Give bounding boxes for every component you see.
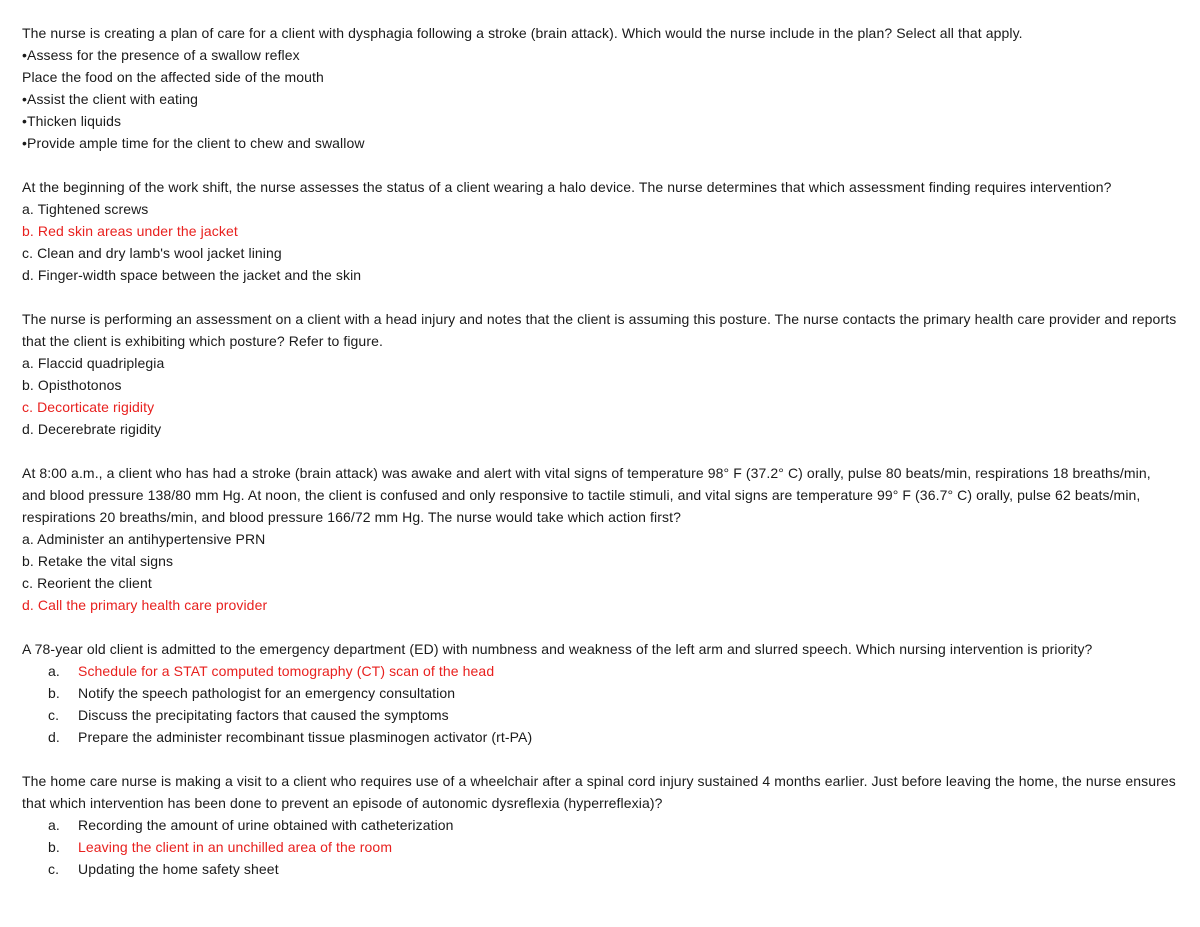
option-text-correct: Schedule for a STAT computed tomography (CT) scan of the head xyxy=(78,663,495,679)
option-d: d. Decerebrate rigidity xyxy=(22,421,162,437)
answer-line: •Thicken liquids xyxy=(22,113,122,129)
question-stem: A 78-year old client is admitted to the emergency department (ED) with numbness and weakness of the left arm and slurred speech. Which nursing intervention is priority? xyxy=(22,641,1093,657)
option-text: Updating the home safety sheet xyxy=(78,861,279,877)
option-label: c. xyxy=(48,861,60,877)
option-a xyxy=(22,660,1178,682)
option-c-correct: c. Decorticate rigidity xyxy=(22,399,155,415)
option-text: Discuss the precipitating factors that caused the symptoms xyxy=(78,707,449,723)
option-b: b. Retake the vital signs xyxy=(22,553,174,569)
option-text: Notify the speech pathologist for an emergency consultation xyxy=(78,685,456,701)
option-c: c. Reorient the client xyxy=(22,575,152,591)
option-d-correct: d. Call the primary health care provider xyxy=(22,597,268,613)
option-d xyxy=(22,726,1178,748)
question-stem: At 8:00 a.m., a client who has had a stroke (brain attack) was awake and alert with vital signs of temperature 98° F (37.2° C) orally, pulse 80 beats/min, respirations 18 breaths/min, and blood pressure 138/80 mm Hg. At noon, the client is confused and only responsive to tactile stimuli, and vital signs are temperature 99° F (36.7° C) orally, pulse 62 beats/min, respirations 20 breaths/min, and blood pressure 166/72 mm Hg. The nurse would take which action first? xyxy=(22,465,1151,525)
answer-line: •Provide ample time for the client to chew and swallow xyxy=(22,135,365,151)
option-b xyxy=(22,836,1178,858)
option-label: a. xyxy=(48,663,60,679)
question-1 xyxy=(22,22,1178,154)
question-2 xyxy=(22,176,1178,286)
option-b-correct: b. Red skin areas under the jacket xyxy=(22,223,238,239)
answer-line: •Assess for the presence of a swallow reflex xyxy=(22,47,300,63)
option-text: Prepare the administer recombinant tissue plasminogen activator (rt-PA) xyxy=(78,729,533,745)
option-text: Recording the amount of urine obtained with catheterization xyxy=(78,817,454,833)
answer-line: •Assist the client with eating xyxy=(22,91,198,107)
question-3 xyxy=(22,308,1178,440)
question-5 xyxy=(22,638,1178,748)
option-c xyxy=(22,858,1178,880)
option-b xyxy=(22,682,1178,704)
option-b: b. Opisthotonos xyxy=(22,377,122,393)
question-stem: The nurse is performing an assessment on a client with a head injury and notes that the client is assuming this posture. The nurse contacts the primary health care provider and reports that the client is exhibiting which posture? Refer to figure. xyxy=(22,311,1177,349)
option-label: c. xyxy=(48,707,60,723)
option-d: d. Finger-width space between the jacket and the skin xyxy=(22,267,362,283)
question-6 xyxy=(22,770,1178,880)
option-label: d. xyxy=(48,729,60,745)
question-stem: The nurse is creating a plan of care for a client with dysphagia following a stroke (brain attack). Which would the nurse include in the plan? Select all that apply. xyxy=(22,25,1023,41)
question-stem: The home care nurse is making a visit to a client who requires use of a wheelchair after a spinal cord injury sustained 4 months earlier. Just before leaving the home, the nurse ensures that which intervention has been done to prevent an episode of autonomic dysreflexia (hyperreflexia)? xyxy=(22,773,1176,811)
answer-line: Place the food on the affected side of the mouth xyxy=(22,69,324,85)
option-label: b. xyxy=(48,839,60,855)
option-a xyxy=(22,814,1178,836)
option-label: a. xyxy=(48,817,60,833)
option-a: a. Administer an antihypertensive PRN xyxy=(22,531,266,547)
option-c xyxy=(22,704,1178,726)
option-label: b. xyxy=(48,685,60,701)
option-a: a. Flaccid quadriplegia xyxy=(22,355,165,371)
option-a: a. Tightened screws xyxy=(22,201,149,217)
option-c: c. Clean and dry lamb's wool jacket lining xyxy=(22,245,282,261)
option-text-correct: Leaving the client in an unchilled area of the room xyxy=(78,839,393,855)
question-stem: At the beginning of the work shift, the nurse assesses the status of a client wearing a halo device. The nurse determines that which assessment finding requires intervention? xyxy=(22,179,1112,195)
question-4 xyxy=(22,462,1178,616)
